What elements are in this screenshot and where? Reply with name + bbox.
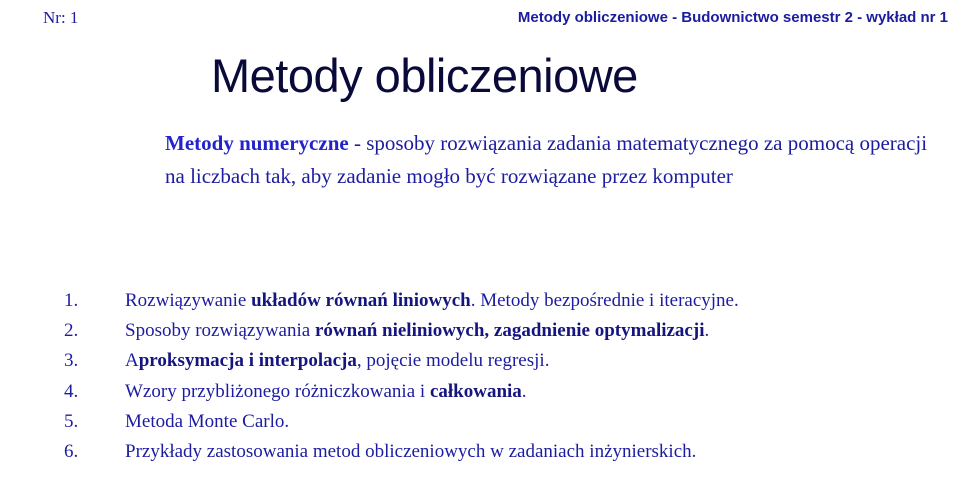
course-header: Metody obliczeniowe - Budownictwo semestr 2 - wykład nr 1 bbox=[517, 9, 948, 26]
item-text: . bbox=[521, 380, 527, 402]
list-item bbox=[64, 316, 944, 346]
item-text: Przykłady zastosowania metod obliczeniowych w zadaniach inżynierskich. bbox=[125, 441, 697, 463]
page-title: Metody obliczeniowe bbox=[211, 49, 638, 102]
topic-list bbox=[64, 286, 944, 467]
intro-term: Metody numeryczne bbox=[165, 131, 349, 155]
item-number: 3. bbox=[64, 350, 79, 372]
item-number: 4. bbox=[64, 380, 79, 402]
list-item bbox=[64, 377, 944, 407]
item-emphasis: całkowania bbox=[429, 380, 522, 402]
page-number: Nr: 1 bbox=[43, 8, 79, 27]
item-number: 5. bbox=[64, 410, 79, 432]
item-text: , pojęcie modelu regresji. bbox=[356, 350, 550, 372]
item-text: . bbox=[704, 320, 710, 342]
item-number: 1. bbox=[64, 290, 79, 311]
item-emphasis: równań nieliniowych, zagadnienie optymalizacji bbox=[314, 320, 705, 342]
item-text: Metoda Monte Carlo. bbox=[125, 410, 290, 432]
item-text: A bbox=[125, 350, 139, 372]
item-text: Wzory przybliżonego różniczkowania i bbox=[125, 380, 430, 402]
list-item bbox=[64, 286, 944, 316]
item-text: Rozwiązywanie bbox=[125, 290, 252, 311]
item-text: . Metody bezpośrednie i iteracyjne. bbox=[470, 290, 739, 311]
list-item bbox=[64, 407, 944, 437]
item-number: 2. bbox=[64, 320, 79, 342]
list-item bbox=[64, 346, 944, 376]
item-emphasis: układów równań liniowych bbox=[251, 290, 471, 311]
item-text: Sposoby rozwiązywania bbox=[125, 320, 315, 342]
intro-paragraph bbox=[165, 127, 945, 193]
list-item bbox=[64, 437, 944, 467]
item-emphasis: proksymacja i interpolacja bbox=[138, 350, 357, 372]
intro-definition: - sposoby rozwiązania zadania matematycznego za pomocą operacji na liczbach tak, aby zadanie mogło być rozwiązane przez komputer bbox=[165, 131, 928, 188]
item-number: 6. bbox=[64, 441, 79, 463]
